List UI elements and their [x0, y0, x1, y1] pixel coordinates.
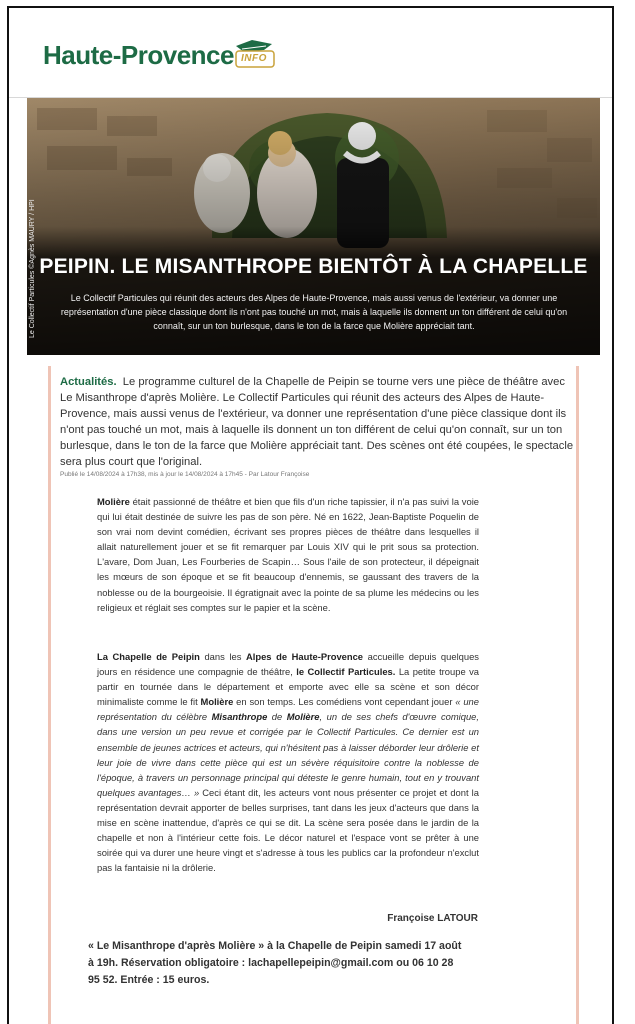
article-title: PEIPIN. LE MISANTHROPE BIENTÔT À LA CHAPELLE	[39, 255, 588, 278]
paragraph-chapelle	[97, 649, 479, 875]
logo-info-badge	[232, 38, 278, 72]
text-segment: en son temps. Les comédiens vont cependant jouer	[233, 696, 456, 708]
bold-collectif: le Collectif Particules.	[296, 666, 396, 678]
page-frame	[7, 6, 614, 1024]
text-segment: Ceci étant dit, les acteurs vont nous présenter ce projet et dont la représentation devrait apporter de belles surprises, tant dans les jeux d'acteurs que dans la mise en scène inattendue, d'après ce qui se dit. La scène sera posée dans le jardin de la chapelle et non à l'intérieur cette fois. Le décor naturel et l'espace vont se prêter à une soirée qui va durer une heure vingt et s'adresse à tous les publics car la profondeur n'exclut pas la fantaisie ni la drôlerie.	[97, 786, 479, 874]
paragraph-moliere	[97, 494, 479, 615]
bold-misanthrope: Misanthrope	[211, 711, 268, 723]
paragraph-text: était passionné de théâtre et bien que fils d'un riche tapissier, il n'a pas suivi la voie qui lui était destinée de suivre les pas de son père. Né en 1622, Jean-Baptiste Poquelin de son vrai nom devint comédien, écrivant ses propres pièces de théâtre dans lesquelles il allait naturellement jouer et se fit remarquer par Louis XIV qui le prit sous sa protection. L'avare, Dom Juan, Les Fourberies de Scapin… Sous l'aile de son protecteur, il dépeignait les mœurs de son époque et se fit beaucoup d'ennemis, se gaussant des travers de la noblesse ou de la bourgeoisie. Il égratignait avec la pointe de sa plume les médecins ou les religieux et réglait ses comptes sur le papier et la scène.	[97, 496, 479, 613]
quote-segment: de	[267, 711, 287, 723]
article-meta: Publié le 14/08/2024 à 17h38, mis à jour le 14/08/2024 à 17h45 - Par Latour Françoise	[60, 471, 310, 478]
hero-banner	[27, 98, 600, 355]
author-signature: Françoise LATOUR	[387, 913, 478, 924]
practical-info: « Le Misanthrope d'après Molière » à la Chapelle de Peipin samedi 17 août à 19h. Réservation obligatoire : lachapellepeipin@gmail.com ou 06 10 28 95 52. Entrée : 15 euros.	[88, 940, 462, 986]
quote	[97, 696, 479, 798]
text-segment: dans les	[199, 651, 246, 662]
article-category[interactable]: Actualités.	[60, 376, 117, 388]
bold-moliere: Molière	[200, 696, 234, 708]
bold-region: Alpes de Haute-Provence	[245, 651, 364, 662]
text-segment: La petite troupe va partir en tournée dans le département et emporte avec elle sa scène et son décor minimaliste comme le fit	[97, 666, 480, 708]
text-segment: accueille depuis quelques jours en résidence une compagnie de théâtre,	[97, 651, 479, 678]
bold-moliere: Molière	[286, 711, 320, 723]
article-lead-text: Le programme culturel de la Chapelle de Peipin se tourne vers une pièce de théâtre avec Le Misanthrope d'après Molière. Le Collectif Particules qui réunit des acteurs des Alpes de Haute-Provence, mais aussi venus de l'extérieur, va donner une représentation d'une pièce classique dont ils n'ont pas touché un mot, mais à laquelle ils donnent un ton différent de celui qu'on connaît, sur un ton burlesque, dans le ton de la farce que Molière appréciait tant. Des scènes ont été coupées, le spectacle sera plus court que l'original.	[60, 376, 574, 468]
bold-moliere: Molière	[97, 496, 130, 507]
site-logo[interactable]	[43, 38, 278, 72]
site-header	[9, 8, 612, 98]
logo-badge-text: INFO	[240, 53, 267, 64]
quote-segment: « une représentation du célèbre	[97, 696, 479, 723]
photo-credit: Le Collectif Particules ©Agnès MAURY / HPI	[29, 199, 36, 338]
article-lead	[60, 374, 574, 470]
article-subtitle: Le Collectif Particules qui réunit des acteurs des Alpes de Haute-Provence, mais aussi venus de l'extérieur, va donner une représentation d'une pièce classique dont ils n'ont pas touché un mot, mais à laquelle ils donnent un ton différent de celui qu'on connaît, sur un ton burlesque, dans le ton de la farce que Molière appréciait tant.	[60, 293, 568, 331]
logo-brand-text: Haute-Provence	[43, 39, 234, 70]
quote-segment: , un de ses chefs d'œuvre comique, dans une version un peu revue et corrigée par le Collectif Particules. Ce dernier est un ensemble de jeunes actrices et acteurs, qui n'hésitent pas à laisser déborder leur drôlerie et leur joie de vivre dans cette pièce qui est un sévère réquisitoire contre la noblesse de l'époque, à travers un personnage principal qui déteste le genre humain, tout en y trouvant quelques avantages… »	[97, 711, 479, 798]
article-body	[48, 366, 579, 1024]
bold-place: La Chapelle de Peipin	[97, 651, 200, 662]
